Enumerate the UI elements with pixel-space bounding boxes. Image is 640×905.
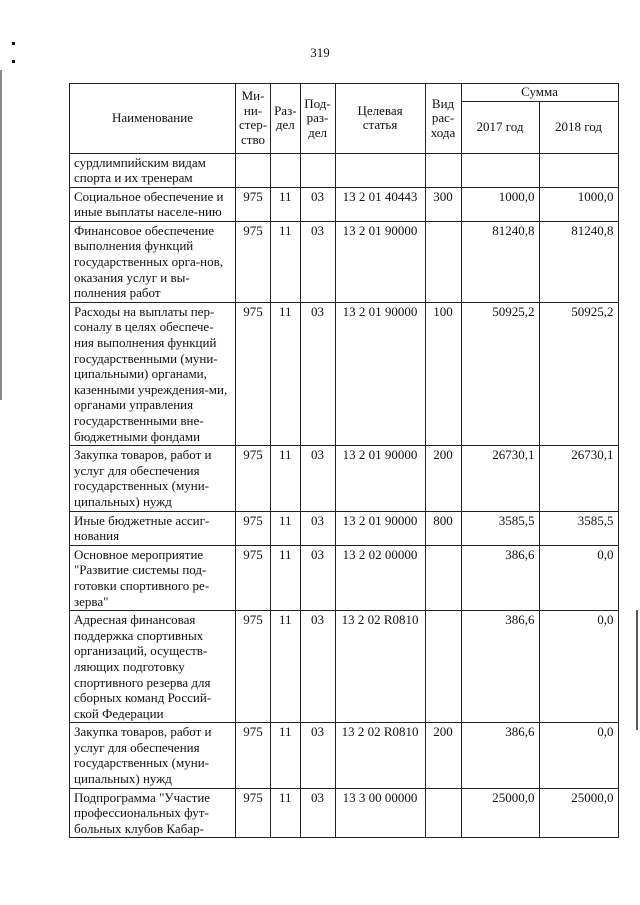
cell-target: 13 2 01 90000 bbox=[335, 511, 425, 545]
cell-sum-2018: 1000,0 bbox=[539, 187, 618, 221]
cell-sum-2017: 386,6 bbox=[461, 611, 539, 723]
cell-section: 11 bbox=[271, 511, 300, 545]
cell-subsection: 03 bbox=[300, 302, 335, 445]
cell-sum-2017: 81240,8 bbox=[461, 221, 539, 302]
header-subsection: Под- раз- дел bbox=[300, 84, 335, 154]
cell-sum-2018 bbox=[539, 153, 618, 187]
cell-sum-2018: 50925,2 bbox=[539, 302, 618, 445]
cell-section: 11 bbox=[271, 187, 300, 221]
cell-expense-type bbox=[425, 611, 461, 723]
cell-subsection bbox=[300, 153, 335, 187]
cell-sum-2017: 25000,0 bbox=[461, 788, 539, 838]
cell-name: Закупка товаров, работ и услуг для обеспечения государственных (муни-ципальных) нужд bbox=[70, 723, 236, 788]
cell-target: 13 2 02 R0810 bbox=[335, 723, 425, 788]
cell-name: Финансовое обеспечение выполнения функций государственных орга-нов, оказания услуг и вы-полнения работ bbox=[70, 221, 236, 302]
cell-sum-2018: 26730,1 bbox=[539, 446, 618, 511]
cell-target: 13 2 02 R0810 bbox=[335, 611, 425, 723]
cell-sum-2017: 386,6 bbox=[461, 723, 539, 788]
cell-sum-2018: 0,0 bbox=[539, 545, 618, 610]
cell-subsection: 03 bbox=[300, 221, 335, 302]
table-row bbox=[70, 611, 619, 723]
cell-sum-2018: 0,0 bbox=[539, 723, 618, 788]
table-row bbox=[70, 723, 619, 788]
cell-ministry: 975 bbox=[236, 545, 271, 610]
cell-ministry: 975 bbox=[236, 302, 271, 445]
cell-name: Адресная финансовая поддержка спортивных организаций, осуществ-ляющих подготовку спортивного резерва для сборных команд Россий-ской Федерации bbox=[70, 611, 236, 723]
cell-sum-2018: 3585,5 bbox=[539, 511, 618, 545]
cell-name: Социальное обеспечение и иные выплаты населе-нию bbox=[70, 187, 236, 221]
cell-section: 11 bbox=[271, 302, 300, 445]
cell-expense-type bbox=[425, 153, 461, 187]
table-body bbox=[70, 153, 619, 838]
cell-sum-2017: 26730,1 bbox=[461, 446, 539, 511]
cell-target: 13 2 01 40443 bbox=[335, 187, 425, 221]
budget-table-wrapper bbox=[69, 83, 619, 838]
cell-section bbox=[271, 153, 300, 187]
budget-table bbox=[69, 83, 619, 838]
cell-name: Закупка товаров, работ и услуг для обеспечения государственных (муни-ципальных) нужд bbox=[70, 446, 236, 511]
cell-section: 11 bbox=[271, 723, 300, 788]
cell-expense-type bbox=[425, 788, 461, 838]
header-target: Целевая статья bbox=[335, 84, 425, 154]
cell-sum-2017: 1000,0 bbox=[461, 187, 539, 221]
cell-ministry: 975 bbox=[236, 221, 271, 302]
cell-target: 13 2 01 90000 bbox=[335, 446, 425, 511]
cell-expense-type bbox=[425, 221, 461, 302]
cell-section: 11 bbox=[271, 545, 300, 610]
cell-expense-type bbox=[425, 545, 461, 610]
cell-expense-type: 100 bbox=[425, 302, 461, 445]
table-row bbox=[70, 221, 619, 302]
table-row bbox=[70, 511, 619, 545]
cell-name: сурдлимпийским видам спорта и их тренерам bbox=[70, 153, 236, 187]
cell-target: 13 2 02 00000 bbox=[335, 545, 425, 610]
header-section: Раз- дел bbox=[271, 84, 300, 154]
table-row bbox=[70, 446, 619, 511]
cell-sum-2017: 3585,5 bbox=[461, 511, 539, 545]
table-row bbox=[70, 788, 619, 838]
cell-section: 11 bbox=[271, 611, 300, 723]
cell-target bbox=[335, 153, 425, 187]
cell-sum-2017: 386,6 bbox=[461, 545, 539, 610]
cell-section: 11 bbox=[271, 446, 300, 511]
cell-ministry: 975 bbox=[236, 788, 271, 838]
cell-sum-2018: 25000,0 bbox=[539, 788, 618, 838]
scan-artifact-edge bbox=[0, 70, 2, 400]
cell-section: 11 bbox=[271, 221, 300, 302]
header-name: Наименование bbox=[70, 84, 236, 154]
cell-sum-2018: 81240,8 bbox=[539, 221, 618, 302]
cell-subsection: 03 bbox=[300, 187, 335, 221]
cell-name: Расходы на выплаты пер-соналу в целях обеспече-ния выполнения функций государственными (муни-ципальными) органами, казенными учреждения-ми, органами управления государственными вне-бюджетными фондами bbox=[70, 302, 236, 445]
cell-sum-2017 bbox=[461, 153, 539, 187]
page-number: 319 bbox=[310, 45, 330, 60]
header-sum: Сумма bbox=[461, 84, 618, 102]
cell-expense-type: 200 bbox=[425, 723, 461, 788]
table-row bbox=[70, 187, 619, 221]
table-row bbox=[70, 545, 619, 610]
cell-expense-type: 300 bbox=[425, 187, 461, 221]
cell-ministry: 975 bbox=[236, 611, 271, 723]
cell-ministry: 975 bbox=[236, 511, 271, 545]
cell-ministry bbox=[236, 153, 271, 187]
cell-ministry: 975 bbox=[236, 446, 271, 511]
cell-target: 13 3 00 00000 bbox=[335, 788, 425, 838]
header-ministry: Ми- ни- стер- ство bbox=[236, 84, 271, 154]
table-row bbox=[70, 302, 619, 445]
table-row bbox=[70, 153, 619, 187]
cell-name: Основное мероприятие "Развитие системы под-готовки спортивного ре-зерва" bbox=[70, 545, 236, 610]
cell-name: Подпрограмма "Участие профессиональных фут-больных клубов Кабар- bbox=[70, 788, 236, 838]
scan-artifact-edge bbox=[636, 610, 638, 730]
table-header bbox=[70, 84, 619, 154]
cell-expense-type: 200 bbox=[425, 446, 461, 511]
cell-sum-2017: 50925,2 bbox=[461, 302, 539, 445]
cell-subsection: 03 bbox=[300, 611, 335, 723]
cell-target: 13 2 01 90000 bbox=[335, 302, 425, 445]
cell-section: 11 bbox=[271, 788, 300, 838]
cell-expense-type: 800 bbox=[425, 511, 461, 545]
cell-ministry: 975 bbox=[236, 723, 271, 788]
cell-subsection: 03 bbox=[300, 446, 335, 511]
cell-subsection: 03 bbox=[300, 511, 335, 545]
cell-subsection: 03 bbox=[300, 723, 335, 788]
header-expense-type: Вид рас- хода bbox=[425, 84, 461, 154]
cell-name: Иные бюджетные ассиг-нования bbox=[70, 511, 236, 545]
cell-subsection: 03 bbox=[300, 788, 335, 838]
cell-target: 13 2 01 90000 bbox=[335, 221, 425, 302]
scan-artifact-dot bbox=[12, 42, 15, 45]
cell-sum-2018: 0,0 bbox=[539, 611, 618, 723]
header-2018: 2018 год bbox=[539, 101, 618, 153]
header-2017: 2017 год bbox=[461, 101, 539, 153]
cell-ministry: 975 bbox=[236, 187, 271, 221]
scan-artifact-dot bbox=[12, 60, 15, 63]
cell-subsection: 03 bbox=[300, 545, 335, 610]
